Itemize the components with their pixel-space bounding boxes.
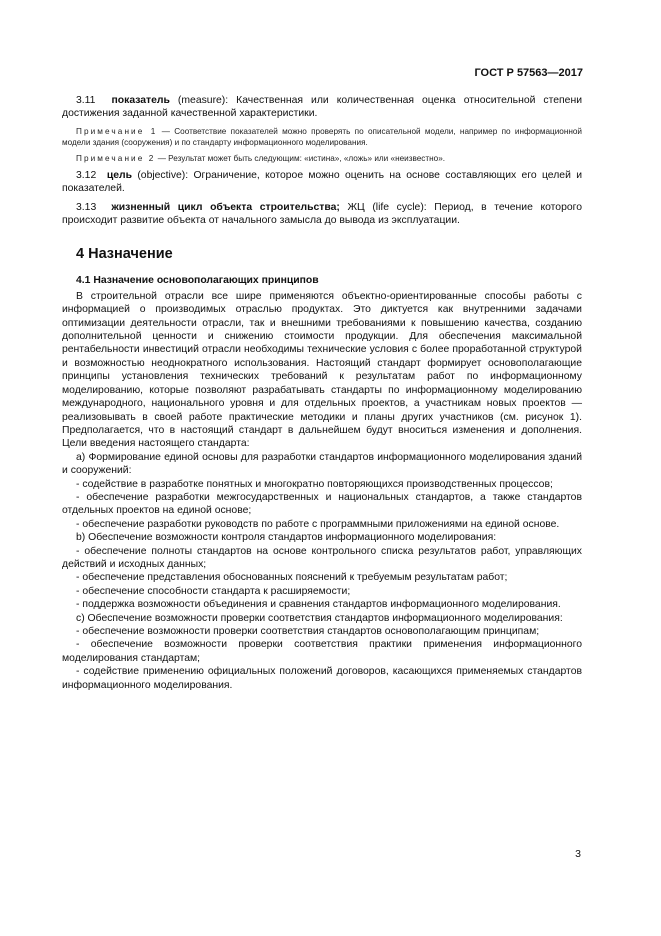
note-label: Примечание 1: [76, 126, 158, 136]
goal-c-title: c) Обеспечение возможности проверки соответствия стандартов информационного моделирования:: [76, 612, 563, 624]
term-definition: ЖЦ (life cycle): Период, в течение которого происходит развитие объекта от начального замысла до вывода из эксплуатации.: [62, 201, 582, 227]
term-name: жизненный цикл объекта строительства;: [111, 201, 340, 213]
document-header: ГОСТ Р 57563—2017: [474, 67, 583, 79]
goal-c-item-3: - содействие применению официальных положений договоров, касающихся применяемых стандартов информационного моделирования.: [62, 666, 582, 691]
term-3-11: [62, 94, 582, 121]
term-number: 3.12: [76, 169, 97, 181]
term-number: 3.11: [76, 95, 96, 106]
term-name: показатель: [111, 95, 170, 106]
page-content: [62, 94, 582, 692]
goal-b-title: b) Обеспечение возможности контроля стандартов информационного моделирования:: [76, 532, 497, 544]
note-1: [62, 126, 582, 148]
term-3-13: [62, 201, 582, 228]
term-number: 3.13: [76, 201, 97, 213]
term-definition: (measure): Качественная или количественная оценка относительной степени достижения заданной качественной характеристики.: [62, 95, 582, 120]
section-title: 4 Назначение: [76, 246, 173, 263]
goal-a-title: а) Формирование единой основы для разработки стандартов информационного моделирования зданий и сооружений:: [62, 451, 582, 477]
goal-c-item-1: - обеспечение возможности проверки соответствия стандартов основополагающим принципам;: [76, 626, 540, 637]
goal-a-item-2: - обеспечение разработки межгосударственных и национальных стандартов, а также стандартов отдельных проектов на единой основе;: [62, 491, 582, 517]
term-name: цель: [106, 169, 133, 181]
goal-a-item-1: - содействие в разработке понятных и многократно повторяющихся производственных процессов;: [76, 478, 553, 490]
goal-b-item-3: - обеспечение способности стандарта к расширяемости;: [76, 585, 351, 597]
goal-c-item-2: - обеспечение возможности проверки соответствия практики применения информационного моделирования стандартам;: [62, 639, 582, 664]
note-label: Примечание 2: [76, 153, 156, 163]
goal-b-item-4: - поддержка возможности объединения и сравнения стандартов информационного моделирования.: [76, 599, 561, 611]
page-number: 3: [575, 848, 581, 860]
section-intro: В строительной отрасли все шире применяются объектно-ориентированные способы работы с информацией о производимых отраслью продуктах. Это диктуется как внутренними задачами оптимизации деятельности отрасли, так и внешними требованиями к повышению качества, созданию дополнительной ценности и снижению стоимости продукции. Для обеспечения максимальной рентабельности инвестиций отрасли необходимы технические условия с более проработанной структурой и возможностью неоднократного использования. Настоящий стандарт формирует основополагающие принципы установления технических требований к результатам работ по информационному моделированию, которые позволяют разрабатывать стандарты по информационному моделированию международного, национального уровня и для отдельных проектов, а участникам новых проектов — реализовывать в своей работе практические методики и планы других участников (см. рисунок 1). Предполагается, что в настоящий стандарт в дальнейшем будут вноситься изменения и дополнения. Цели введения настоящего стандарта:: [62, 290, 582, 450]
note-text: — Соответствие показателей можно проверять по описательной модели, например по информационной модели здания (сооружения) и по стандарту информационного моделирования.: [62, 126, 582, 147]
goal-b-item-1: - обеспечение полноты стандартов на основе контрольного списка результатов работ, управляющих действий и исходных данных;: [62, 545, 582, 570]
term-3-12: [62, 169, 582, 196]
note-text: — Результат может быть следующим: «истина», «ложь» или «неизвестно».: [155, 153, 446, 163]
subsection-title: 4.1 Назначение основополагающих принципов: [76, 275, 319, 287]
goal-b-item-2: - обеспечение представления обоснованных пояснений к требуемым результатам работ;: [76, 572, 508, 584]
note-2: [62, 153, 582, 164]
term-definition: (objective): Ограничение, которое можно оценить на основе составляющих его целей и показателей.: [62, 169, 582, 195]
goal-a-item-3: - обеспечение разработки руководств по работе с программными приложениями на единой основе.: [76, 518, 560, 530]
